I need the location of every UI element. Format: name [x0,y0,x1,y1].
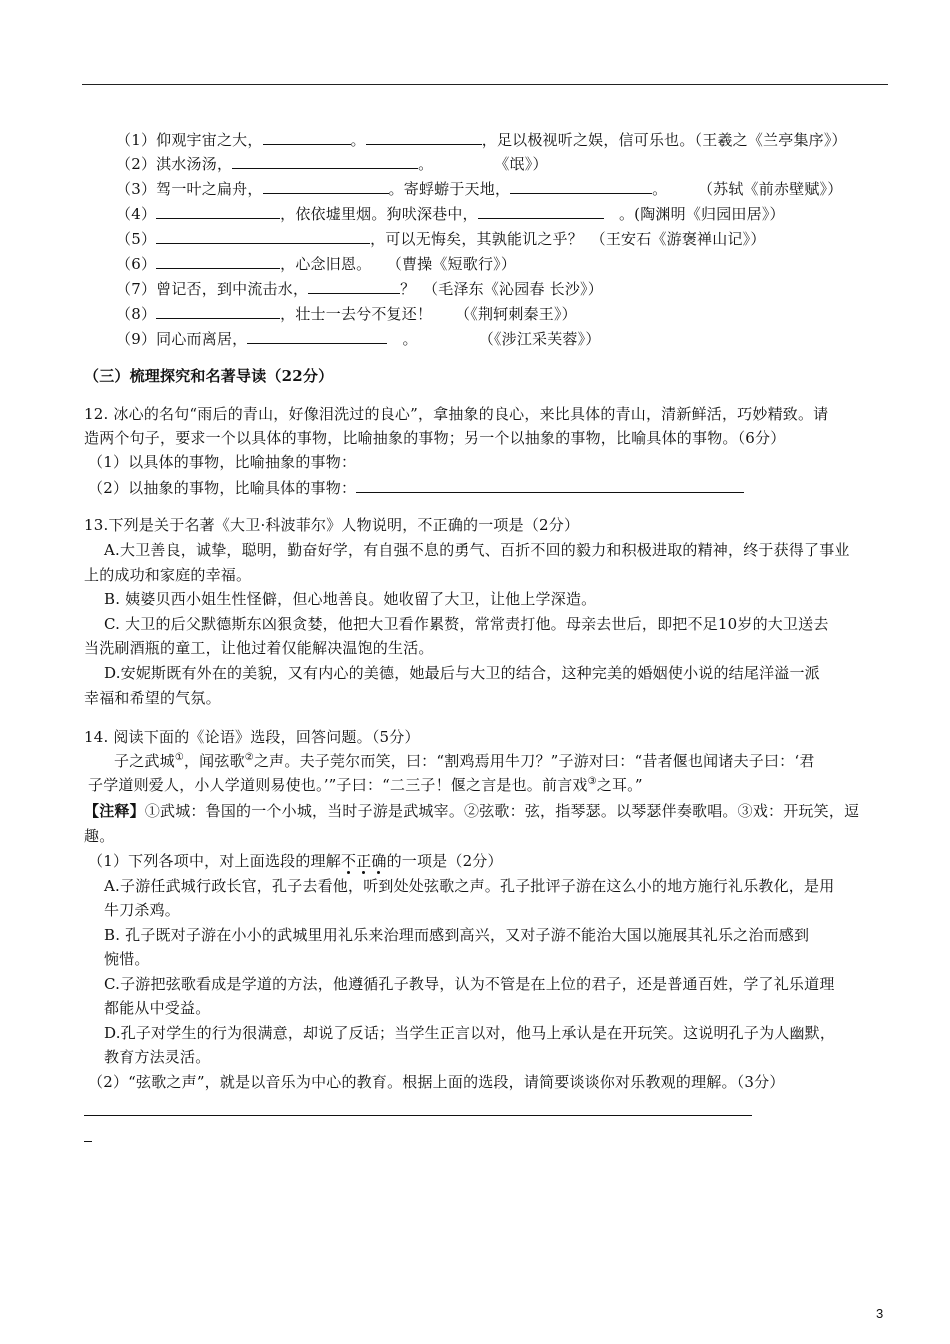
answer-blank[interactable] [510,178,652,194]
fill-item-text: （5） [116,230,157,248]
answer-line[interactable] [84,1115,752,1116]
q14-option-b: B. 孔子既对子游在小小的武城里用礼乐来治理而感到高兴，又对子游不能治大国以施展其礼乐之治而感到 [104,926,810,944]
answer-blank[interactable] [232,153,418,169]
passage-text: 之声。夫子莞尔而笑，曰：“割鸡焉用牛刀？”子游对曰：“昔者偃也闻诸夫子曰：‘君 [253,752,815,770]
fill-item-text: （6） [116,255,157,273]
q14-sub2: （2）“弦歌之声”，就是以音乐为中心的教育。根据上面的选段，请简要谈谈你对乐教观的理解。（3分） [88,1073,785,1091]
q12-sub2-text: （2）以抽象的事物，比喻具体的事物： [88,479,357,497]
fill-item-text: 。寄蜉蝣于天地， [388,180,511,198]
fill-item-text: ，壮士一去兮不复还！ （《荆轲刺秦王》） [280,305,577,323]
footnote-marker: ③ [587,776,597,787]
answer-blank[interactable] [263,178,389,194]
fill-item-9 [116,328,601,349]
q14-option-a-cont: 牛刀杀鸡。 [104,901,181,919]
q14-passage-line2 [88,775,643,795]
footnote-marker: ① [174,752,184,763]
q14-notes [84,801,859,821]
fill-item-3 [116,178,842,199]
fill-item-6 [116,253,516,274]
q13-option-c: C. 大卫的后父默德斯东凶狠贪婪，他把大卫看作累赘，常常责打他。母亲去世后，即把不足10岁的大卫送去 [104,615,829,633]
q14-option-c-cont: 都能从中受益。 [104,999,211,1017]
fill-item-text: （1）仰观宇宙之大， [116,131,263,149]
answer-blank[interactable] [478,203,604,219]
passage-text: ，闻弦歌 [183,752,245,770]
fill-item-8 [116,303,577,324]
page-number: 3 [876,1306,884,1321]
fill-item-4 [116,203,785,224]
emphasis-char: 正 [356,852,372,870]
answer-line-stub[interactable] [84,1141,92,1142]
passage-text: 之耳。” [596,776,643,794]
fill-item-text: （4） [116,205,157,223]
fill-item-7 [116,278,603,299]
sub-question-text: 的一项是（2分） [386,852,503,870]
fill-item-text: ，足以极视听之娱，信可乐也。（王羲之《兰亭集序》） [481,131,847,149]
section-heading: （三）梳理探究和名著导读（22分） [84,367,334,385]
answer-blank[interactable] [366,129,482,145]
answer-blank[interactable] [308,278,400,294]
notes-label: 【注释】 [84,802,145,820]
header-rule [82,84,888,85]
emphasis-char: 不 [340,852,357,870]
answer-blank[interactable] [156,253,280,269]
q13-option-a-cont: 上的成功和家庭的幸福。 [84,566,252,584]
passage-text: 子之武城 [114,752,175,770]
q14-stem: 14. 阅读下面的《论语》选段，回答问题。（5分） [84,728,420,746]
fill-item-text: 。 《氓》） [418,155,548,173]
fill-item-1 [116,129,847,150]
q14-option-d: D.孔子对学生的行为很满意，却说了反话；当学生正言以对，他马上承认是在开玩笑。这说明孔子为人幽默， [104,1024,836,1042]
fill-item-text: 。 （苏轼《前赤壁赋》） [652,180,843,198]
q14-option-c: C.子游把弦歌看成是学道的方法，他遵循孔子教导，认为不管是在上位的君子，还是普通百姓，学了礼乐道理 [104,975,835,993]
q13-option-d: D.安妮斯既有外在的美貌，又有内心的美德，她最后与大卫的结合，这种完美的婚姻使小说的结尾洋溢一派 [104,664,820,682]
q13-stem: 13.下列是关于名著《大卫·科波菲尔》人物说明，不正确的一项是（2分） [84,516,580,534]
fill-item-5 [116,228,766,249]
fill-item-text: 。(陶渊明《归园田居》） [603,205,785,223]
q14-option-a: A.子游任武城行政长官，孔子去看他，听到处处弦歌之声。孔子批评子游在这么小的地方施行礼乐教化，是用 [104,877,835,895]
q13-option-d-cont: 幸福和希望的气氛。 [84,689,221,707]
passage-text: 子学道则爱人，小人学道则易使也。’”子曰：“二三子！偃之言是也。前言戏 [88,776,588,794]
footnote-marker: ② [244,752,254,763]
answer-blank[interactable] [156,228,370,244]
answer-blank[interactable] [156,303,280,319]
fill-item-text: ，依依墟里烟。狗吠深巷中， [280,205,478,223]
fill-item-text: （2）淇水汤汤， [116,155,233,173]
fill-item-text: ，心念旧恩。 （曹操《短歌行》） [280,255,517,273]
q13-option-b: B. 姨婆贝西小姐生性怪僻，但心地善良。她收留了大卫，让他上学深造。 [104,590,597,608]
q14-option-b-cont: 惋惜。 [104,950,150,968]
fill-item-2 [116,153,548,174]
fill-item-text: ？ （毛泽东《沁园春 长沙》） [400,280,603,298]
answer-blank[interactable] [247,328,387,344]
q14-notes-cont: 趣。 [84,827,115,845]
q13-option-c-cont: 当洗刷酒瓶的童工，让他过着仅能解决温饱的生活。 [84,639,434,657]
q13-option-a: A.大卫善良，诚挚，聪明，勤奋好学，有自强不息的勇气、百折不回的毅力和积极进取的精神，终于获得了事业 [104,541,850,559]
fill-item-text: （8） [116,305,157,323]
fill-item-text: 。 （《涉江采芙蓉》） [387,330,601,348]
answer-blank[interactable] [156,203,280,219]
q12-stem-line1: 12. 冰心的名句“雨后的青山，好像泪洗过的良心”，拿抽象的良心，来比具体的青山，清新鲜活，巧妙精致。请 [84,405,829,423]
answer-blank[interactable] [356,477,744,493]
sub-question-text: （1）下列各项中，对上面选段的理解 [88,852,341,870]
fill-item-text: 。 [350,131,366,149]
emphasis-char: 确 [371,852,387,870]
answer-blank[interactable] [263,129,351,145]
fill-item-text: （3）驾一叶之扁舟， [116,180,263,198]
fill-item-text: ，可以无悔矣，其孰能讥之乎？ （王安石《游褒禅山记》） [370,230,766,248]
fill-item-text: （7）曾记否，到中流击水， [116,280,309,298]
q12-stem-line2: 造两个句子，要求一个以具体的事物，比喻抽象的事物；另一个以抽象的事物，比喻具体的事物。（6分） [84,429,786,447]
notes-text: ①武城：鲁国的一个小城，当时子游是武城宰。②弦歌：弦，指琴瑟。以琴瑟伴奏歌唱。③戏：开玩笑，逗 [144,802,860,820]
q14-sub1 [88,851,503,871]
q12-sub2 [88,477,744,498]
fill-item-text: （9）同心而离居， [116,330,248,348]
q14-passage-line1 [114,751,815,771]
q12-sub1: （1）以具体的事物，比喻抽象的事物： [88,453,357,471]
q14-option-d-cont: 教育方法灵活。 [104,1048,211,1066]
